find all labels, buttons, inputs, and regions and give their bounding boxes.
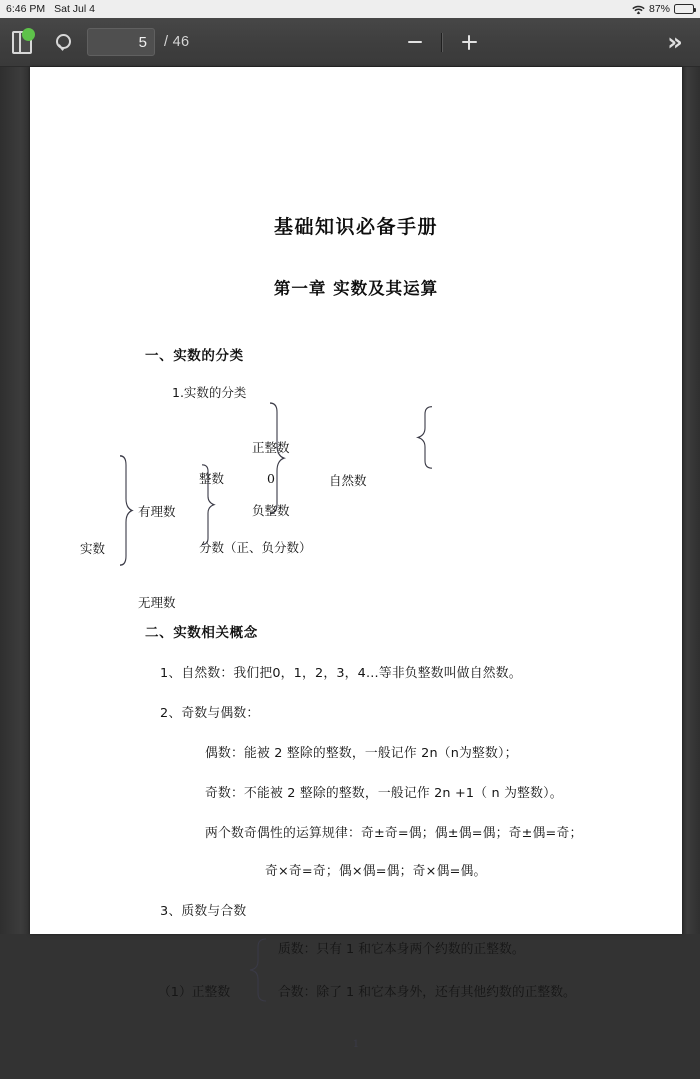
battery-percent: 87% xyxy=(648,3,670,15)
pdf-page-canvas xyxy=(30,67,682,1050)
status-bar-right xyxy=(632,3,694,15)
page-total-label: / 46 xyxy=(164,34,190,50)
document-title: 基础知识必备手册 xyxy=(273,216,438,238)
page-footer-number: 1 xyxy=(352,1038,360,1050)
status-time: 6:46 PM xyxy=(6,3,46,15)
parity-rule-line-2: 奇×奇=奇；偶×偶=偶；奇×偶=偶。 xyxy=(265,864,487,879)
status-bar xyxy=(0,0,700,18)
more-options-button[interactable] xyxy=(656,18,694,67)
search-button[interactable] xyxy=(44,18,84,67)
section-1-heading: 一、实数的分类 xyxy=(145,348,244,364)
tree-node-fraction: 分数（正、负分数） xyxy=(199,540,312,555)
viewer-left-gutter xyxy=(0,67,30,934)
parity-rule-line-1: 两个数奇偶性的运算规律：奇±奇=偶；偶±偶=偶；奇±偶=奇； xyxy=(205,826,583,841)
tree-node-zero: 0 xyxy=(267,471,275,486)
pdf-toolbar xyxy=(0,18,700,67)
tree-node-irrational: 无理数 xyxy=(138,595,176,610)
section-2-item-2: 2、奇数与偶数： xyxy=(160,706,260,721)
battery-icon xyxy=(674,4,694,14)
status-bar-left xyxy=(6,3,95,15)
even-number-definition: 偶数：能被 2 整除的整数，一般记作 2n（n为整数）； xyxy=(205,746,518,761)
section-2-item-3: 3、质数与合数 xyxy=(160,904,247,919)
section-2-heading: 二、实数相关概念 xyxy=(145,625,258,641)
double-chevron-right-icon: » xyxy=(667,28,683,56)
zoom-in-button[interactable] xyxy=(454,27,484,57)
green-dot-badge xyxy=(22,28,35,41)
tree-braces xyxy=(70,426,590,621)
tree-node-real: 实数 xyxy=(80,541,106,556)
zoom-divider xyxy=(441,33,443,52)
prime-definition: 质数：只有 1 和它本身两个约数的正整数。 xyxy=(278,942,525,957)
section-1-item: 1.实数的分类 xyxy=(172,385,247,400)
tree-node-integer: 整数 xyxy=(199,471,225,486)
page-number-input[interactable] xyxy=(87,28,155,56)
document-body xyxy=(30,212,682,1079)
tree-node-rational: 有理数 xyxy=(138,504,176,519)
minus-icon xyxy=(408,41,422,44)
zoom-out-button[interactable] xyxy=(400,27,430,57)
pdf-viewer[interactable] xyxy=(0,67,700,1050)
plus-icon xyxy=(462,35,477,50)
tree-node-natural: 自然数 xyxy=(329,473,367,488)
odd-number-definition: 奇数：不能被 2 整除的整数，一般记作 2n +1（ n 为整数）。 xyxy=(205,786,563,801)
prime-composite-group xyxy=(70,933,642,1011)
viewer-right-gutter xyxy=(682,67,700,934)
wifi-icon xyxy=(632,5,645,15)
real-number-classification-tree xyxy=(70,426,642,621)
document-subtitle: 第一章 实数及其运算 xyxy=(273,279,439,298)
composite-definition: 合数：除了 1 和它本身外，还有其他约数的正整数。 xyxy=(278,985,576,1000)
sidebar-toggle-button[interactable] xyxy=(0,18,44,67)
section-2-item-1: 1、自然数：我们把0，1，2，3，4...等非负整数叫做自然数。 xyxy=(160,666,522,681)
tree-node-negative-integer: 负整数 xyxy=(252,503,290,518)
search-icon xyxy=(56,34,73,51)
zoom-controls xyxy=(400,18,484,67)
tree-node-positive-integer: 正整数 xyxy=(252,440,290,455)
positive-integer-label: （1）正整数 xyxy=(158,985,231,1000)
status-date: Sat Jul 4 xyxy=(54,3,95,15)
